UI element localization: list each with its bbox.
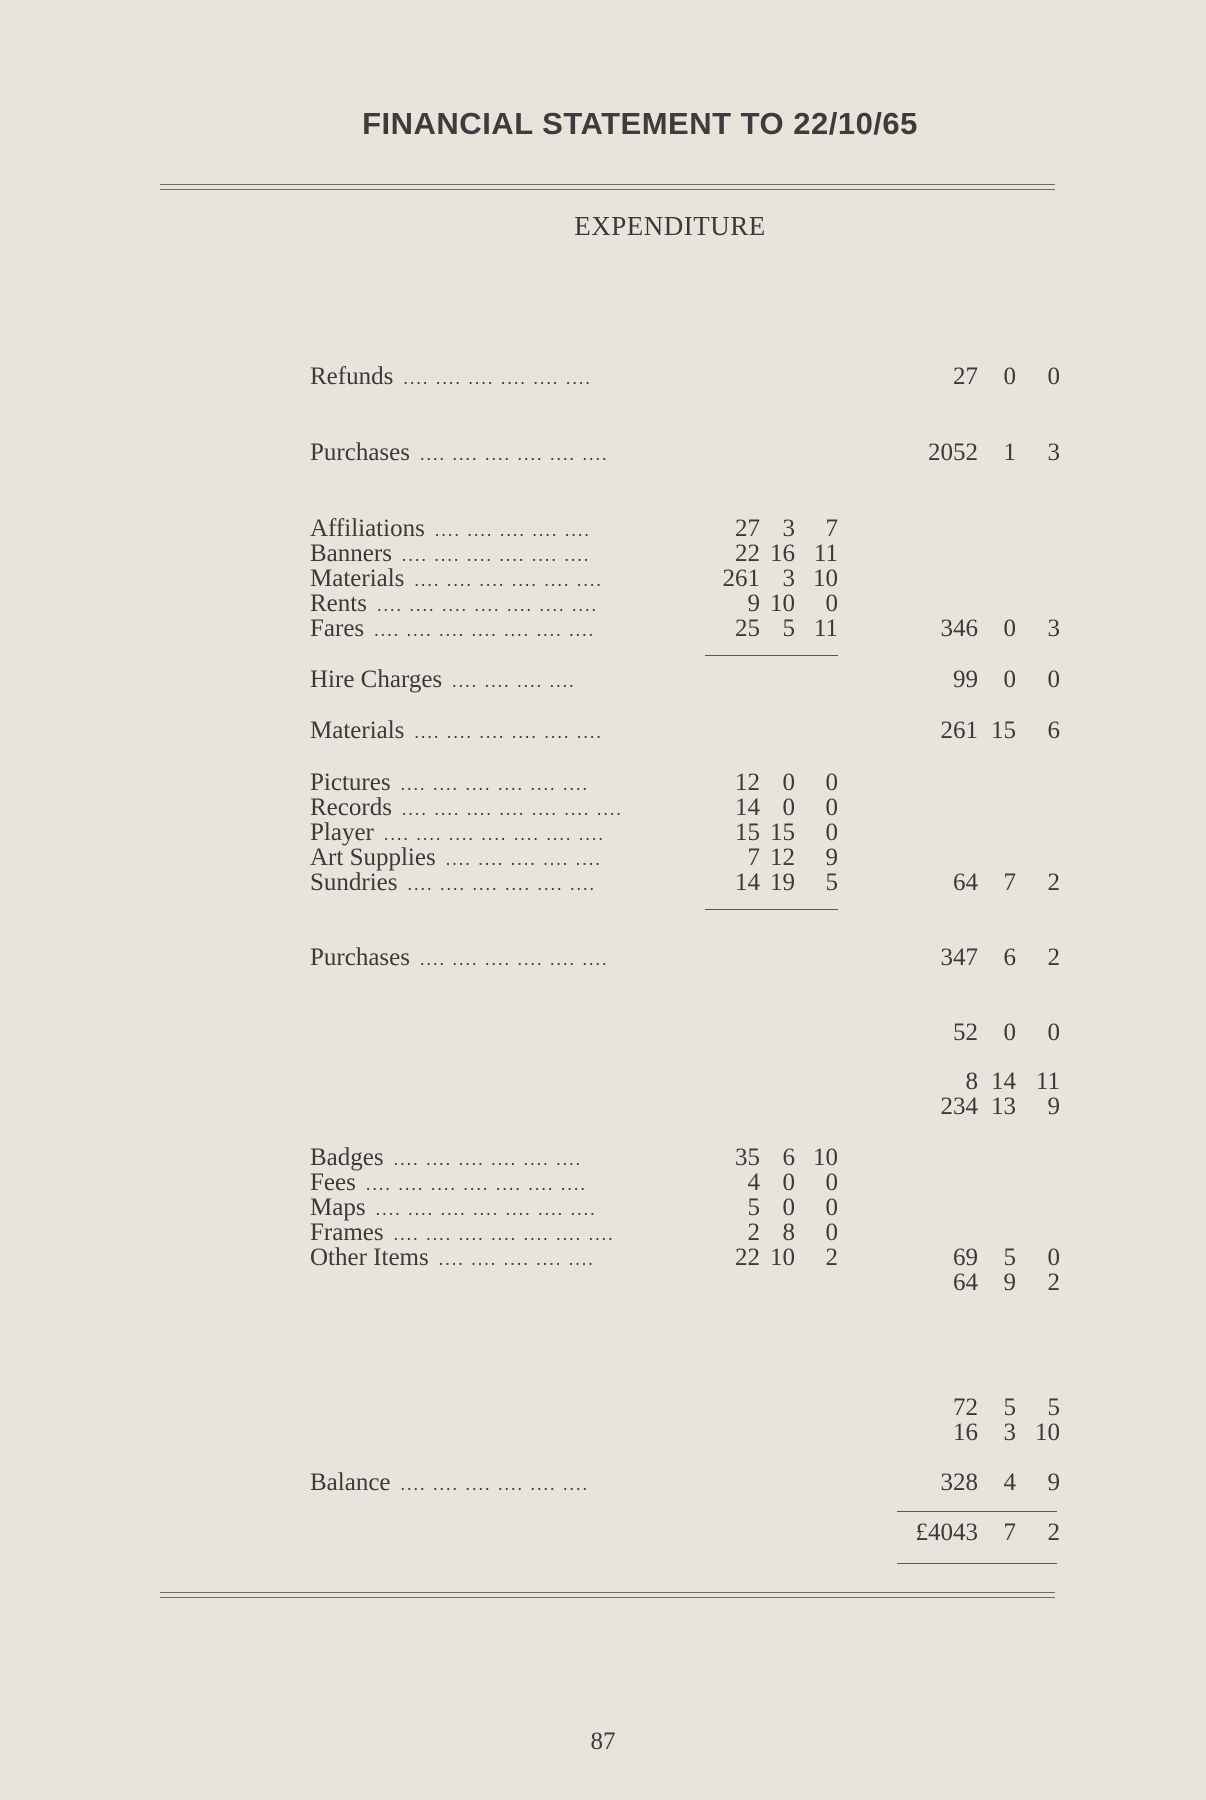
total-pounds: 69 — [953, 1244, 978, 1271]
row-label — [310, 566, 603, 593]
row-label-text: Affiliations — [310, 515, 425, 542]
total-pence: 2 — [1047, 1269, 1060, 1296]
row-label — [310, 945, 608, 972]
row-label-text: Banners — [310, 540, 392, 567]
detail-pounds: 22 — [735, 1244, 760, 1271]
row-label-text: Other Items — [310, 1244, 429, 1271]
total-shillings: 7 — [1003, 869, 1016, 896]
leader-dots: .... .... .... .... .... .... — [393, 1149, 583, 1169]
detail-shillings: 3 — [782, 565, 795, 592]
leader-dots: .... .... .... .... .... .... — [414, 722, 603, 742]
detail-pounds: 14 — [735, 794, 760, 821]
total-shillings: 5 — [1003, 1244, 1016, 1271]
leader-dots: .... .... .... .... .... .... — [419, 444, 609, 464]
detail-pounds: 15 — [735, 819, 760, 846]
row-label-text: Materials — [310, 565, 405, 592]
leader-dots: .... .... .... .... .... .... .... — [375, 1199, 597, 1219]
row-label-text: Hire Charges — [310, 666, 443, 693]
detail-pence: 0 — [825, 794, 838, 821]
row-label-text: Frames — [310, 1219, 384, 1246]
total-pounds: 99 — [953, 666, 978, 693]
leader-dots: .... .... .... .... .... .... .... — [374, 620, 596, 640]
row-label-text: Badges — [310, 1144, 384, 1171]
table-row — [0, 591, 1206, 617]
detail-pounds: 25 — [735, 615, 760, 642]
detail-shillings: 10 — [770, 1244, 795, 1271]
table-row — [0, 616, 1206, 642]
row-label — [310, 1245, 595, 1272]
row-label — [310, 870, 596, 897]
row-label — [310, 770, 589, 797]
detail-pence: 11 — [813, 540, 838, 567]
section-heading: EXPENDITURE — [574, 211, 766, 241]
leader-dots: .... .... .... .... .... — [434, 520, 591, 540]
table-row — [0, 566, 1206, 592]
total-shillings: 3 — [1003, 1419, 1016, 1446]
total-pounds: 64 — [953, 869, 978, 896]
leader-dots: .... .... .... .... .... .... — [419, 949, 609, 969]
row-label-text: Maps — [310, 1194, 366, 1221]
subtotal-rule — [705, 655, 838, 656]
total-pounds: 328 — [940, 1469, 978, 1496]
detail-pounds: 22 — [735, 540, 760, 567]
detail-shillings: 16 — [770, 540, 795, 567]
detail-pence: 9 — [825, 844, 838, 871]
row-label-text: Rents — [310, 590, 367, 617]
row-label-text: Purchases — [310, 439, 410, 466]
detail-shillings: 19 — [770, 869, 795, 896]
detail-pence: 0 — [825, 819, 838, 846]
leader-dots: .... .... .... .... — [452, 671, 576, 691]
row-label — [310, 667, 576, 694]
total-pence: 5 — [1047, 1394, 1060, 1421]
detail-shillings: 5 — [782, 615, 795, 642]
row-label — [310, 616, 595, 643]
total-pounds: 2052 — [928, 439, 978, 466]
page-title: FINANCIAL STATEMENT TO 22/10/65 — [362, 106, 918, 141]
row-label — [310, 1170, 587, 1197]
total-shillings: 0 — [1003, 1019, 1016, 1046]
table-row — [0, 667, 1206, 693]
row-label — [310, 845, 602, 872]
page-number: 87 — [590, 1728, 616, 1755]
table-row — [0, 1470, 1206, 1496]
top-divider — [160, 184, 1055, 190]
table-row — [0, 1420, 1206, 1446]
row-label — [310, 516, 591, 543]
leader-dots: .... .... .... .... .... .... .... — [383, 824, 605, 844]
total-pence: 6 — [1047, 717, 1060, 744]
total-pence: 2 — [1047, 944, 1060, 971]
row-label-text: Fees — [310, 1169, 356, 1196]
total-pence: 9 — [1047, 1093, 1060, 1120]
total-pence: 9 — [1047, 1469, 1060, 1496]
table-row — [0, 440, 1206, 466]
total-pence: 0 — [1047, 666, 1060, 693]
detail-pence: 10 — [813, 565, 838, 592]
row-label — [310, 1470, 589, 1497]
table-row — [0, 718, 1206, 744]
row-label — [310, 1220, 615, 1247]
detail-shillings: 8 — [782, 1219, 795, 1246]
row-label — [310, 820, 605, 847]
table-row — [0, 1069, 1206, 1095]
total-pence: 0 — [1047, 363, 1060, 390]
detail-pence: 0 — [825, 769, 838, 796]
table-row — [0, 1270, 1206, 1296]
table-row — [0, 795, 1206, 821]
total-pounds: 27 — [953, 363, 978, 390]
total-pounds: 52 — [953, 1019, 978, 1046]
detail-pence: 0 — [825, 1194, 838, 1221]
table-row — [0, 845, 1206, 871]
detail-pence: 0 — [825, 590, 838, 617]
leader-dots: .... .... .... .... .... .... — [400, 1474, 590, 1494]
leader-dots: .... .... .... .... .... .... .... — [365, 1174, 587, 1194]
leader-dots: .... .... .... .... .... — [445, 849, 602, 869]
leader-dots: .... .... .... .... .... .... .... — [376, 595, 598, 615]
row-label-text: Refunds — [310, 363, 394, 390]
table-row — [0, 870, 1206, 896]
total-rule-bottom — [897, 1563, 1057, 1564]
table-row — [0, 1094, 1206, 1120]
detail-shillings: 12 — [770, 844, 795, 871]
row-label — [310, 364, 592, 391]
total-pence: 3 — [1047, 439, 1060, 466]
total-pence: 10 — [1035, 1419, 1060, 1446]
detail-pounds: 14 — [735, 869, 760, 896]
table-row — [0, 945, 1206, 971]
row-label-text: Sundries — [310, 869, 398, 896]
total-pounds: £4043 — [915, 1519, 978, 1546]
row-label-text: Balance — [310, 1469, 391, 1496]
row-label — [310, 1145, 582, 1172]
row-label — [310, 795, 623, 822]
detail-pence: 11 — [813, 615, 838, 642]
table-row — [0, 1220, 1206, 1246]
detail-pounds: 12 — [735, 769, 760, 796]
total-shillings: 6 — [1003, 944, 1016, 971]
total-pence: 0 — [1047, 1019, 1060, 1046]
detail-shillings: 10 — [770, 590, 795, 617]
leader-dots: .... .... .... .... .... .... — [403, 368, 592, 388]
leader-dots: .... .... .... .... .... — [438, 1249, 595, 1269]
total-pounds: 64 — [953, 1269, 978, 1296]
row-label-text: Purchases — [310, 944, 410, 971]
row-label — [310, 440, 608, 467]
detail-shillings: 6 — [782, 1144, 795, 1171]
total-rule-top — [897, 1511, 1057, 1512]
detail-pence: 0 — [825, 1219, 838, 1246]
detail-shillings: 0 — [782, 794, 795, 821]
total-pence: 2 — [1047, 869, 1060, 896]
total-shillings: 13 — [991, 1093, 1016, 1120]
bottom-divider — [160, 1592, 1055, 1598]
detail-pounds: 2 — [747, 1219, 760, 1246]
row-label — [310, 541, 590, 568]
detail-pounds: 7 — [747, 844, 760, 871]
detail-shillings: 3 — [782, 515, 795, 542]
detail-shillings: 15 — [770, 819, 795, 846]
total-pounds: 261 — [940, 717, 978, 744]
row-label — [310, 718, 603, 745]
leader-dots: .... .... .... .... .... .... — [400, 774, 590, 794]
leader-dots: .... .... .... .... .... .... .... — [393, 1224, 615, 1244]
total-shillings: 15 — [991, 717, 1016, 744]
detail-shillings: 0 — [782, 1169, 795, 1196]
total-pence: 11 — [1035, 1068, 1060, 1095]
total-pence: 2 — [1047, 1519, 1060, 1546]
total-pounds: 346 — [940, 615, 978, 642]
table-row — [0, 1020, 1206, 1046]
table-row — [0, 820, 1206, 846]
detail-pounds: 5 — [747, 1194, 760, 1221]
leader-dots: .... .... .... .... .... .... — [401, 545, 591, 565]
total-pence: 3 — [1047, 615, 1060, 642]
table-row — [0, 1245, 1206, 1271]
detail-pounds: 27 — [735, 515, 760, 542]
total-shillings: 14 — [991, 1068, 1016, 1095]
detail-shillings: 0 — [782, 1194, 795, 1221]
total-pounds: 347 — [940, 944, 978, 971]
total-shillings: 7 — [1003, 1519, 1016, 1546]
detail-pence: 2 — [825, 1244, 838, 1271]
row-label-text: Records — [310, 794, 392, 821]
total-pounds: 16 — [953, 1419, 978, 1446]
table-row — [0, 1520, 1206, 1546]
row-label-text: Fares — [310, 615, 365, 642]
subtotal-rule — [705, 909, 838, 910]
table-row — [0, 770, 1206, 796]
detail-pounds: 35 — [735, 1144, 760, 1171]
detail-shillings: 0 — [782, 769, 795, 796]
detail-pence: 7 — [825, 515, 838, 542]
total-shillings: 4 — [1003, 1469, 1016, 1496]
table-row — [0, 1395, 1206, 1421]
table-row — [0, 1170, 1206, 1196]
total-shillings: 1 — [1003, 439, 1016, 466]
leader-dots: .... .... .... .... .... .... — [407, 874, 596, 894]
total-pence: 0 — [1047, 1244, 1060, 1271]
row-label — [310, 591, 598, 618]
row-label-text: Art Supplies — [310, 844, 436, 871]
table-row — [0, 1195, 1206, 1221]
detail-pence: 10 — [813, 1144, 838, 1171]
total-pounds: 8 — [965, 1068, 978, 1095]
total-shillings: 5 — [1003, 1394, 1016, 1421]
leader-dots: .... .... .... .... .... .... .... — [401, 799, 623, 819]
detail-pence: 0 — [825, 1169, 838, 1196]
table-row — [0, 516, 1206, 542]
table-row — [0, 541, 1206, 567]
leader-dots: .... .... .... .... .... .... — [414, 570, 603, 590]
total-shillings: 0 — [1003, 666, 1016, 693]
total-shillings: 0 — [1003, 363, 1016, 390]
row-label-text: Materials — [310, 717, 405, 744]
total-shillings: 9 — [1003, 1269, 1016, 1296]
row-label-text: Pictures — [310, 769, 391, 796]
total-pounds: 72 — [953, 1394, 978, 1421]
detail-pounds: 4 — [747, 1169, 760, 1196]
row-label — [310, 1195, 597, 1222]
detail-pounds: 261 — [722, 565, 760, 592]
detail-pence: 5 — [825, 869, 838, 896]
row-label-text: Player — [310, 819, 374, 846]
total-pounds: 234 — [940, 1093, 978, 1120]
detail-pounds: 9 — [747, 590, 760, 617]
table-row — [0, 364, 1206, 390]
table-row — [0, 1145, 1206, 1171]
total-shillings: 0 — [1003, 615, 1016, 642]
